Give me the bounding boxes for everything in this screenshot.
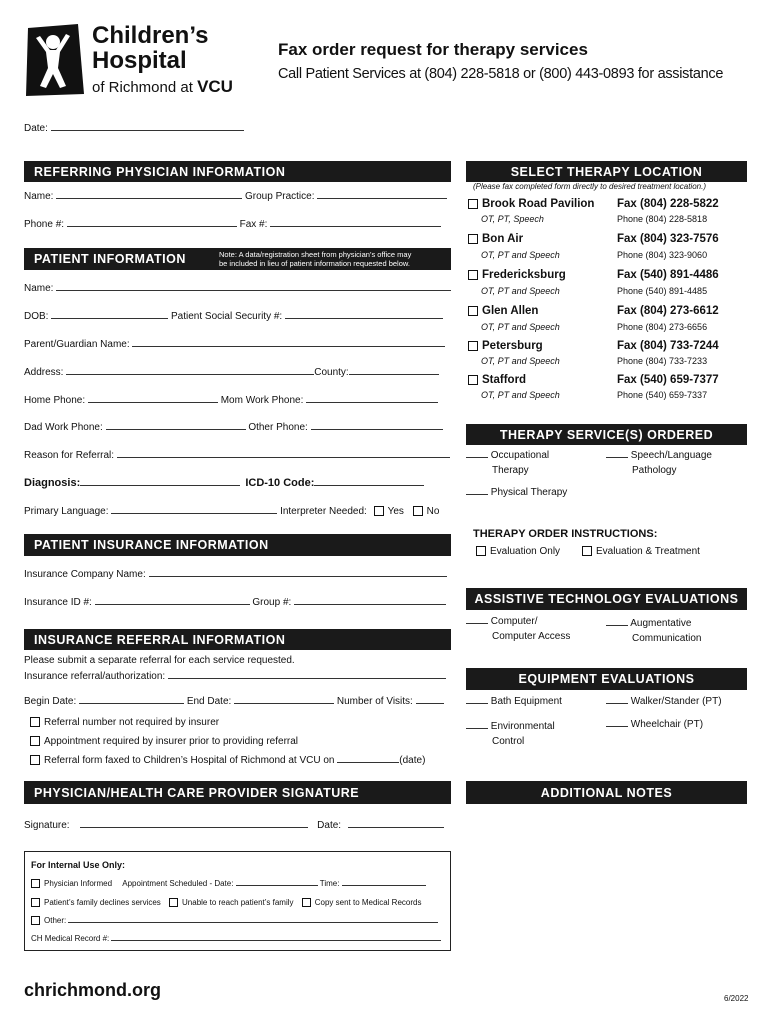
physician-fax-label: Fax #:: [239, 219, 268, 230]
location-note: (Please fax completed form directly to desired treatment location.): [473, 182, 706, 191]
checkbox[interactable]: [468, 375, 478, 385]
location-item-fredericksburg[interactable]: [466, 267, 747, 301]
diagnosis-field[interactable]: Diagnosis: ICD-10 Code:: [24, 477, 424, 489]
notes-heading-text: ADDITIONAL NOTES: [540, 785, 673, 800]
computer-access-label: Computer Access: [492, 631, 571, 642]
referral-option-2-label: Appointment required by insurer prior to providing referral: [44, 736, 299, 747]
checkbox[interactable]: [468, 270, 478, 280]
interpreter-label: Interpreter Needed:: [280, 506, 367, 517]
declines-label: Patient’s family declines services: [44, 898, 161, 907]
location-fax: Fax (540) 659-7377: [617, 374, 719, 386]
signature-label: Signature:: [24, 820, 70, 831]
walker-label: Walker/Stander (PT): [630, 696, 722, 707]
referral-auth-field[interactable]: [24, 671, 446, 682]
service-speech-label: Speech/Language: [630, 450, 712, 461]
checkbox[interactable]: [468, 199, 478, 209]
referral-heading: [24, 629, 451, 650]
location-services: OT, PT, Speech: [481, 214, 544, 224]
end-date-label: End Date:: [186, 696, 232, 707]
checkbox[interactable]: [582, 546, 592, 556]
location-name: Fredericksburg: [482, 269, 566, 281]
copy-label: Copy sent to Medical Records: [314, 898, 422, 907]
referral-auth-label: Insurance referral/authorization:: [24, 671, 166, 682]
location-phone: Phone (804) 323-9060: [617, 250, 708, 260]
physician-phone-field[interactable]: [24, 219, 441, 230]
equipment-environmental[interactable]: [466, 719, 555, 749]
checkbox[interactable]: [302, 898, 311, 907]
services-heading: [466, 424, 747, 445]
service-ot[interactable]: [466, 448, 549, 478]
location-services: OT, PT and Speech: [481, 322, 560, 332]
insurance-heading: [24, 534, 451, 556]
diagnosis-label: Diagnosis: [24, 477, 77, 489]
location-fax: Fax (804) 228-5822: [617, 198, 719, 210]
other-phone-label: Other Phone:: [248, 422, 308, 433]
equipment-heading-text: EQUIPMENT EVALUATIONS: [518, 672, 695, 686]
referral-option-2[interactable]: [30, 736, 298, 747]
patient-note-line2: be included in lieu of patient information requested below.: [219, 259, 410, 268]
assistive-heading-text: ASSISTIVE TECHNOLOGY EVALUATIONS: [474, 592, 739, 606]
services-heading-text: THERAPY SERVICE(S) ORDERED: [499, 427, 714, 442]
location-name: Brook Road Pavilion: [482, 198, 595, 210]
assistive-heading: [466, 588, 747, 610]
eval-only-option[interactable]: [476, 546, 560, 557]
checkbox[interactable]: [30, 717, 40, 727]
home-phone-label: Home Phone:: [24, 395, 86, 406]
location-item-glen-allen[interactable]: [466, 303, 747, 337]
begin-date-field[interactable]: [24, 696, 444, 707]
checkbox[interactable]: [169, 898, 178, 907]
visits-label: Number of Visits:: [336, 696, 413, 707]
location-name: Petersburg: [482, 340, 543, 352]
referring-heading: [24, 161, 451, 182]
internal-row-1[interactable]: [31, 879, 426, 888]
insurance-company-label: Insurance Company Name:: [24, 569, 146, 580]
medical-record-label: CH Medical Record #:: [31, 934, 110, 943]
guardian-label: Parent/Guardian Name:: [24, 339, 130, 350]
communication-label: Communication: [632, 633, 702, 644]
patient-name-field[interactable]: [24, 283, 451, 294]
location-heading-text: SELECT THERAPY LOCATION: [510, 164, 703, 179]
checkbox[interactable]: [476, 546, 486, 556]
insurance-id-field[interactable]: [24, 597, 446, 608]
page-subtitle: Call Patient Services at (804) 228-5818 or (800) 443-0893 for assistance: [278, 66, 724, 82]
physician-informed-label: Physician Informed: [44, 879, 113, 888]
location-fax: Fax (804) 323-7576: [617, 233, 719, 245]
equipment-wheelchair[interactable]: [606, 719, 703, 730]
eval-treatment-option[interactable]: [582, 546, 700, 557]
guardian-field[interactable]: [24, 339, 445, 350]
service-pt-label: Physical Therapy: [490, 487, 568, 498]
internal-heading: For Internal Use Only:: [31, 860, 126, 870]
icd-label: ICD-10 Code:: [245, 477, 315, 489]
interpreter-yes-checkbox[interactable]: [374, 506, 384, 516]
internal-row-4[interactable]: [31, 934, 441, 943]
checkbox[interactable]: [30, 755, 40, 765]
insurance-id-label: Insurance ID #:: [24, 597, 92, 608]
referral-instruction: Please submit a separate referral for each service requested.: [24, 655, 295, 666]
eval-treatment-label: Evaluation & Treatment: [596, 546, 700, 557]
dob-field[interactable]: [24, 311, 443, 322]
location-phone: Phone (804) 733-7233: [617, 356, 708, 366]
child-figure-icon: [22, 24, 84, 96]
address-field[interactable]: [24, 367, 439, 378]
augmentative-label: Augmentative: [630, 618, 692, 629]
location-phone: Phone (804) 273-6656: [617, 322, 708, 332]
signature-field[interactable]: [24, 820, 444, 831]
checkbox[interactable]: [468, 306, 478, 316]
footer-url[interactable]: chrichmond.org: [24, 980, 162, 1000]
logo-line1: Children’s: [92, 22, 209, 49]
signature-heading: [24, 781, 451, 804]
location-services: OT, PT and Speech: [481, 356, 560, 366]
service-ot-label-2: Therapy: [492, 465, 529, 476]
mom-phone-label: Mom Work Phone:: [220, 395, 304, 406]
patient-heading-text: PATIENT INFORMATION: [34, 252, 186, 266]
location-phone: Phone (540) 659-7337: [617, 390, 708, 400]
location-name: Bon Air: [482, 233, 524, 245]
checkbox[interactable]: [468, 341, 478, 351]
assistive-computer[interactable]: [466, 614, 570, 644]
reason-field[interactable]: [24, 450, 450, 461]
location-item-petersburg[interactable]: [466, 338, 747, 372]
referral-option-3-label: Referral form faxed to Children’s Hospital of Richmond at VCU on: [44, 755, 335, 766]
logo-line2: Hospital: [92, 47, 187, 74]
appointment-scheduled-label: Appointment Scheduled - Date:: [122, 879, 234, 888]
wheelchair-label: Wheelchair (PT): [630, 719, 704, 730]
control-label: Control: [492, 736, 525, 747]
signature-heading-text: PHYSICIAN/HEALTH CARE PROVIDER SIGNATURE: [34, 785, 360, 800]
home-phone-field[interactable]: [24, 395, 438, 406]
interpreter-no-checkbox[interactable]: [413, 506, 423, 516]
physician-name-label: Name:: [24, 191, 54, 202]
location-item-bon-air[interactable]: [466, 231, 747, 265]
location-services: OT, PT and Speech: [481, 390, 560, 400]
reason-label: Reason for Referral:: [24, 450, 115, 461]
location-services: OT, PT and Speech: [481, 286, 560, 296]
insurance-group-label: Group #:: [252, 597, 292, 608]
location-services: OT, PT and Speech: [481, 250, 560, 260]
other-label: Other:: [44, 916, 67, 925]
logo-line3: [92, 77, 233, 97]
equipment-heading: [466, 668, 747, 690]
footer-version: 6/2022: [724, 994, 749, 1003]
bath-equipment-label: Bath Equipment: [490, 696, 562, 707]
insurance-company-field[interactable]: [24, 569, 447, 580]
group-practice-label: Group Practice:: [245, 191, 315, 202]
time-label: Time:: [319, 879, 340, 888]
checkbox[interactable]: [31, 916, 40, 925]
internal-use-box: [24, 851, 451, 951]
physician-phone-label: Phone #:: [24, 219, 65, 230]
insurance-heading-text: PATIENT INSURANCE INFORMATION: [34, 538, 269, 552]
referral-option-1[interactable]: [30, 717, 219, 728]
location-heading: [466, 161, 747, 182]
language-label: Primary Language:: [24, 506, 109, 517]
checkbox[interactable]: [31, 879, 40, 888]
location-fax: Fax (804) 273-6612: [617, 305, 719, 317]
environmental-label: Environmental: [490, 721, 555, 732]
date-suffix-label: (date): [399, 755, 426, 766]
date-field[interactable]: [24, 123, 244, 134]
equipment-walker[interactable]: [606, 696, 722, 707]
referral-heading-text: INSURANCE REFERRAL INFORMATION: [34, 632, 286, 647]
eval-only-label: Evaluation Only: [490, 546, 561, 557]
service-pt[interactable]: [466, 487, 567, 498]
service-ot-label: Occupational: [490, 450, 550, 461]
dad-phone-field[interactable]: [24, 422, 443, 433]
assistive-augmentative[interactable]: [606, 616, 701, 646]
referring-heading-text: REFERRING PHYSICIAN INFORMATION: [34, 164, 286, 179]
referral-option-1-label: Referral number not required by insurer: [44, 717, 220, 728]
service-speech[interactable]: [606, 448, 712, 478]
patient-heading: [24, 248, 451, 270]
location-item-brook-road[interactable]: [466, 196, 747, 230]
logo-line3-text: of Richmond at: [92, 79, 193, 96]
internal-row-2[interactable]: [31, 898, 421, 907]
location-item-stafford[interactable]: [466, 372, 747, 406]
logo: [22, 22, 252, 100]
order-instructions-heading: THERAPY ORDER INSTRUCTIONS:: [473, 528, 658, 540]
signature-date-label: Date:: [317, 820, 342, 831]
logo-vcu: VCU: [197, 77, 233, 96]
service-speech-label-2: Pathology: [632, 465, 677, 476]
location-name: Stafford: [482, 374, 527, 386]
unable-label: Unable to reach patient’s family: [182, 898, 294, 907]
physician-name-field[interactable]: [24, 191, 447, 202]
referral-option-3[interactable]: [30, 755, 425, 766]
checkbox[interactable]: [31, 898, 40, 907]
location-fax: Fax (540) 891-4486: [617, 269, 719, 281]
address-label: Address:: [24, 367, 64, 378]
computer-label: Computer/: [490, 616, 538, 627]
language-field[interactable]: [24, 506, 439, 517]
page-title: Fax order request for therapy services: [278, 40, 588, 59]
patient-note-line1: Note: A data/registration sheet from physician’s office may: [219, 250, 412, 259]
location-name: Glen Allen: [482, 305, 539, 317]
ssn-label: Patient Social Security #:: [171, 311, 283, 322]
equipment-bath[interactable]: [466, 696, 562, 707]
dob-label: DOB:: [24, 311, 49, 322]
internal-row-3[interactable]: [31, 916, 438, 925]
location-phone: Phone (804) 228-5818: [617, 214, 708, 224]
patient-name-label: Name:: [24, 283, 54, 294]
checkbox[interactable]: [468, 234, 478, 244]
location-fax: Fax (804) 733-7244: [617, 340, 719, 352]
dad-phone-label: Dad Work Phone:: [24, 422, 103, 433]
county-label: County:: [314, 367, 349, 378]
yes-label: Yes: [387, 506, 404, 517]
location-phone: Phone (540) 891-4485: [617, 286, 708, 296]
begin-date-label: Begin Date:: [24, 696, 77, 707]
notes-area[interactable]: [466, 804, 747, 864]
notes-heading: [466, 781, 747, 804]
no-label: No: [426, 506, 440, 517]
date-label: Date:: [24, 123, 48, 134]
checkbox[interactable]: [30, 736, 40, 746]
